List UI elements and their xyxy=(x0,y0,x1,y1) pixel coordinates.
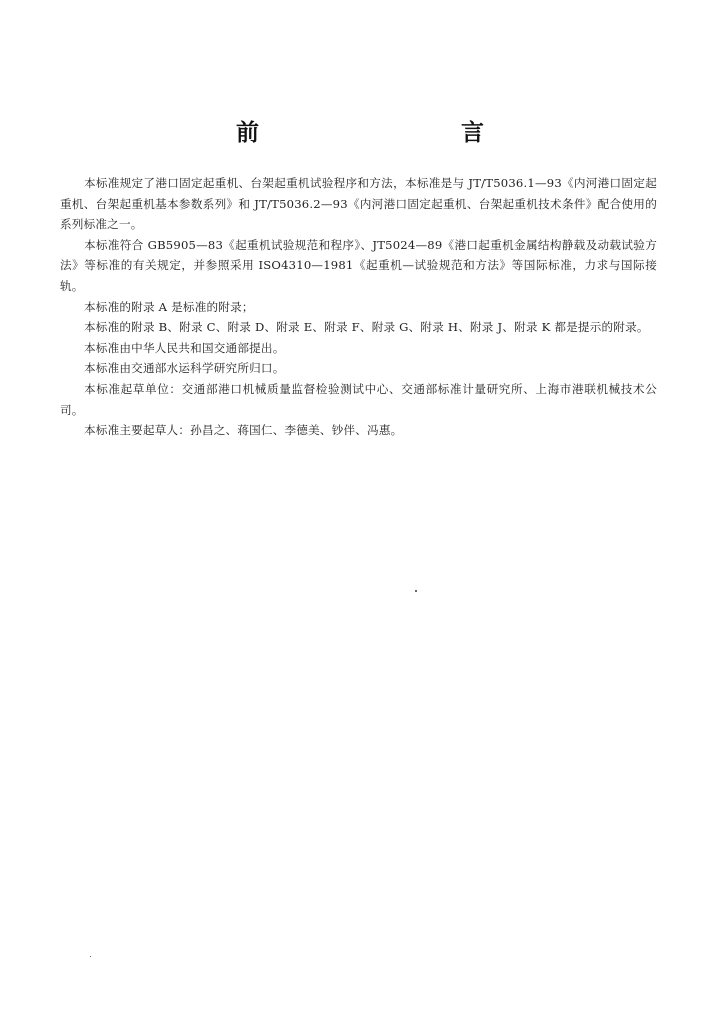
paragraph-proposer: 本标准由中华人民共和国交通部提出。 xyxy=(84,340,285,355)
foreword-body xyxy=(60,173,657,441)
paragraph-normative-appendix: 本标准的附录 A 是标准的附录； xyxy=(84,299,254,314)
paragraph-conformance: 本标准符合 GB5905—83《起重机试验规范和程序》、JT5024—89《港口起重机金属结构静载及动载试验方法》等标准的有关规定，并参照采用 ISO4310—1981《起重机—试验规范和方法》等国际标准，力求与国际接轨。 xyxy=(60,237,657,293)
page-title: 前 言 xyxy=(236,120,536,146)
paragraph-scope: 本标准规定了港口固定起重机、台架起重机试验程序和方法，本标准是与 JT/T5036.1—93《内河港口固定起重机、台架起重机基本参数系列》和 JT/T5036.2—93《内河港口固定起重机、台架起重机技术条件》配合使用的系列标准之一。 xyxy=(60,176,657,232)
scan-speck xyxy=(90,956,91,957)
paragraph-drafting-units: 本标准起草单位：交通部港口机械质量监督检验测试中心、交通部标准计量研究所、上海市港联机械技术公司。 xyxy=(60,381,657,417)
paragraph-administrator: 本标准由交通部水运科学研究所归口。 xyxy=(84,361,285,376)
paragraph-informative-appendices: 本标准的附录 B、附录 C、附录 D、附录 E、附录 F、附录 G、附录 H、附录 J、附录 K 都是提示的附录。 xyxy=(84,320,649,335)
scan-speck xyxy=(415,590,417,592)
paragraph-drafters: 本标准主要起草人：孙昌之、蒋国仁、李德美、钞伴、冯惠。 xyxy=(84,423,403,438)
